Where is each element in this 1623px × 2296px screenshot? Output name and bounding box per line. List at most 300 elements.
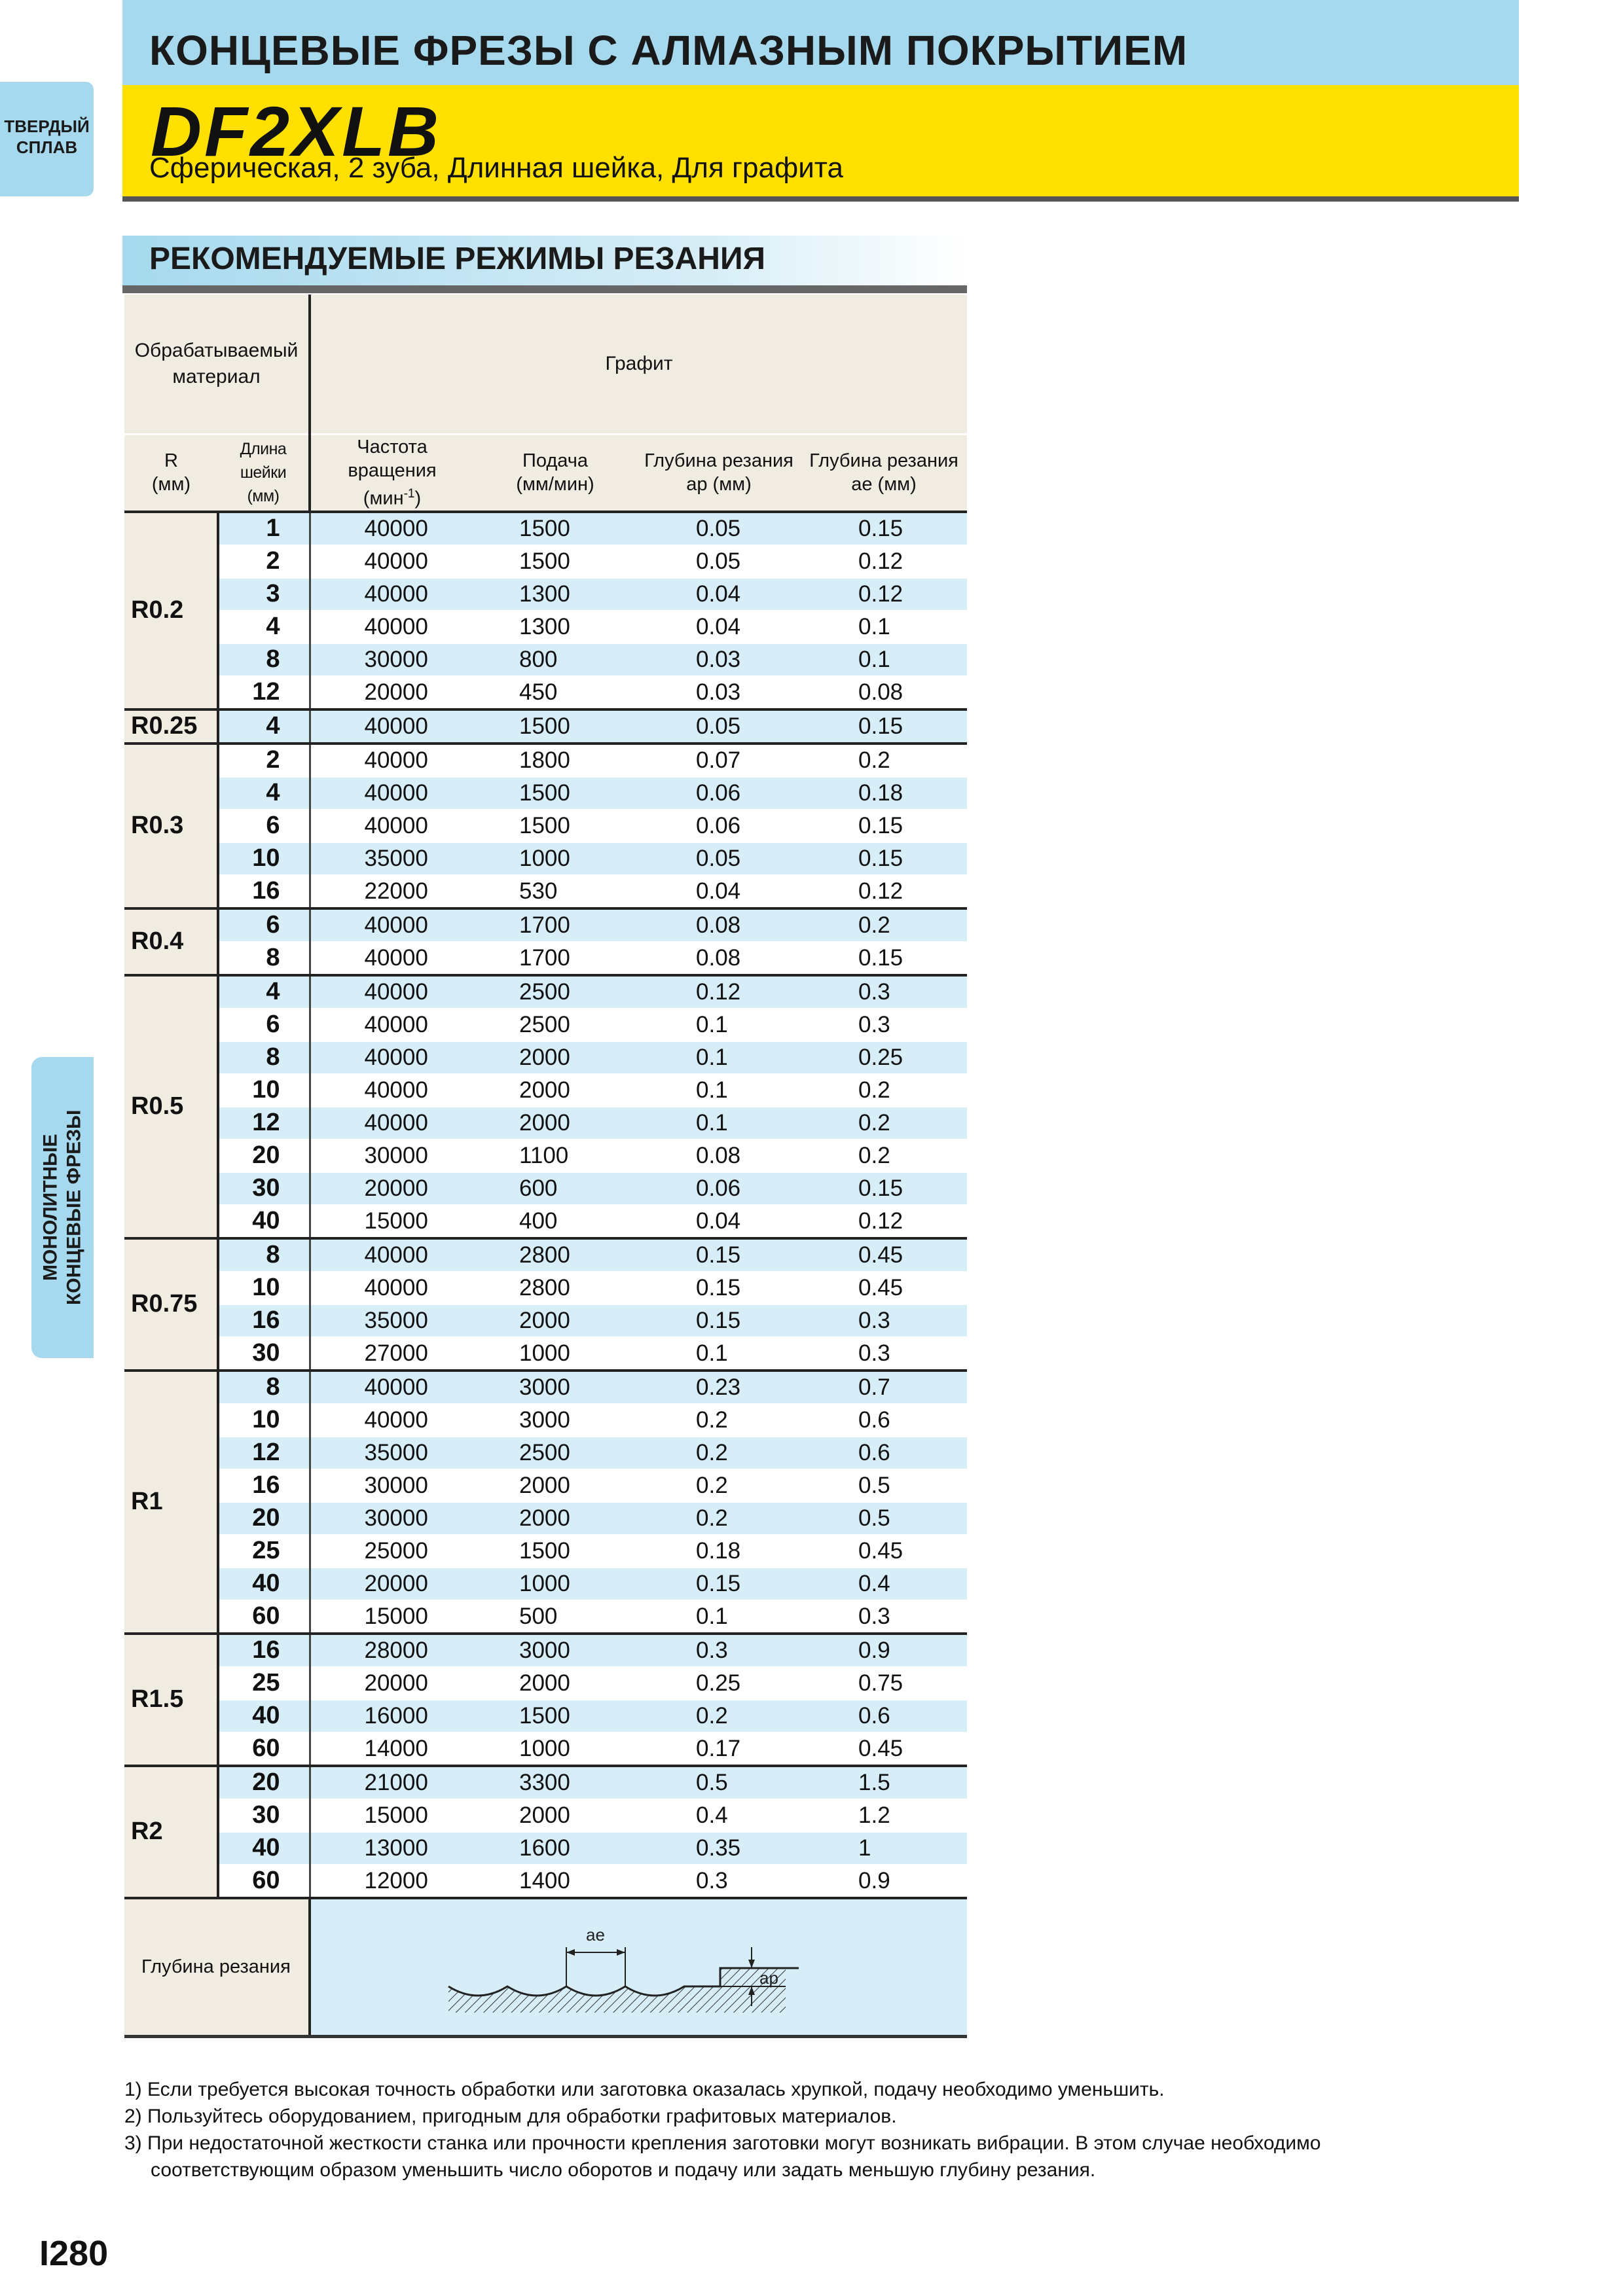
ap-cell: 0.05	[637, 545, 801, 578]
feed-cell: 3300	[473, 1766, 637, 1799]
ae-cell: 1.5	[801, 1766, 967, 1799]
rpm-cell: 40000	[310, 1371, 473, 1404]
ae-cell: 0.2	[801, 1107, 967, 1139]
feed-cell: 1700	[473, 942, 637, 975]
ae-cell: 0.25	[801, 1041, 967, 1074]
footnote-2: 2) Пользуйтесь оборудованием, пригодным для обработки графитовых материалов.	[124, 2106, 897, 2127]
table-row	[124, 942, 967, 975]
table-row	[124, 643, 967, 676]
cutting-conditions-table	[124, 295, 967, 2038]
feed-cell: 2000	[473, 1304, 637, 1337]
ae-cell: 0.6	[801, 1404, 967, 1437]
ae-cell: 0.1	[801, 611, 967, 643]
col-header-neck	[218, 435, 310, 512]
rpm-cell: 20000	[310, 676, 473, 709]
feed-cell: 1000	[473, 1568, 637, 1600]
section-divider	[122, 285, 967, 293]
feed-cell: 530	[473, 875, 637, 908]
neck-length-cell: 8	[218, 1238, 310, 1272]
ap-cell: 0.05	[637, 709, 801, 744]
ae-cell: 0.15	[801, 810, 967, 842]
ae-cell: 0.15	[801, 709, 967, 744]
side-tab-solid-endmills[interactable]	[31, 1057, 94, 1358]
ap-cell: 0.08	[637, 942, 801, 975]
neck-length-cell: 8	[218, 643, 310, 676]
ap-cell: 0.2	[637, 1502, 801, 1535]
neck-length-cell: 3	[218, 578, 310, 611]
ae-cell: 0.12	[801, 578, 967, 611]
neck-length-cell: 4	[218, 975, 310, 1009]
feed-cell: 500	[473, 1600, 637, 1634]
col-header-ap-line2: ap (мм)	[686, 474, 752, 495]
feed-cell: 1600	[473, 1832, 637, 1865]
ap-cell: 0.18	[637, 1535, 801, 1568]
side-tab-carbide[interactable]	[0, 82, 94, 196]
radius-cell: R1	[124, 1371, 218, 1634]
material-value: Графит	[310, 295, 967, 435]
ae-arrow-left	[566, 1949, 575, 1956]
col-header-ae	[801, 435, 967, 512]
ap-cell: 0.17	[637, 1732, 801, 1766]
neck-length-cell: 40	[218, 1205, 310, 1238]
radius-cell: R2	[124, 1766, 218, 1898]
col-header-r-line2: (мм)	[151, 474, 191, 495]
rpm-cell: 40000	[310, 512, 473, 545]
rpm-cell: 40000	[310, 578, 473, 611]
radius-cell: R0.4	[124, 908, 218, 975]
feed-cell: 2000	[473, 1074, 637, 1107]
neck-length-cell: 20	[218, 1502, 310, 1535]
neck-length-cell: 25	[218, 1535, 310, 1568]
table-row	[124, 1404, 967, 1437]
feed-cell: 2000	[473, 1041, 637, 1074]
neck-length-cell: 8	[218, 1371, 310, 1404]
ae-cell: 0.3	[801, 1337, 967, 1371]
ap-cell: 0.3	[637, 1865, 801, 1898]
ap-cell: 0.2	[637, 1700, 801, 1732]
ap-arrow-top	[748, 1960, 755, 1968]
table-row	[124, 777, 967, 810]
ap-cell: 0.5	[637, 1766, 801, 1799]
ae-cell: 0.12	[801, 1205, 967, 1238]
rpm-cell: 20000	[310, 1568, 473, 1600]
col-header-rpm-line1: Частота вращения	[348, 437, 437, 481]
rpm-cell: 20000	[310, 1667, 473, 1700]
ap-label: ap	[759, 1968, 778, 1988]
ae-cell: 0.2	[801, 908, 967, 942]
neck-length-cell: 16	[218, 1469, 310, 1502]
table-row	[124, 1172, 967, 1205]
page-title: КОНЦЕВЫЕ ФРЕЗЫ С АЛМАЗНЫМ ПОКРЫТИЕМ	[149, 27, 1188, 74]
feed-cell: 1500	[473, 1535, 637, 1568]
neck-length-cell: 60	[218, 1732, 310, 1766]
ae-cell: 0.5	[801, 1469, 967, 1502]
ap-cell: 0.2	[637, 1404, 801, 1437]
rpm-cell: 13000	[310, 1832, 473, 1865]
rpm-cell: 30000	[310, 1139, 473, 1172]
rpm-cell: 14000	[310, 1732, 473, 1766]
rpm-cell: 25000	[310, 1535, 473, 1568]
rpm-cell: 28000	[310, 1634, 473, 1667]
table-row	[124, 1732, 967, 1766]
feed-cell: 2500	[473, 1437, 637, 1469]
ae-cell: 0.6	[801, 1437, 967, 1469]
neck-length-cell: 12	[218, 676, 310, 709]
table-row	[124, 1139, 967, 1172]
feed-cell: 600	[473, 1172, 637, 1205]
feed-cell: 1500	[473, 810, 637, 842]
ap-cell: 0.15	[637, 1238, 801, 1272]
rpm-cell: 40000	[310, 1107, 473, 1139]
neck-length-cell: 16	[218, 1634, 310, 1667]
rpm-cell: 27000	[310, 1337, 473, 1371]
rpm-cell: 40000	[310, 1074, 473, 1107]
col-header-feed-line1: Подача	[522, 450, 588, 472]
footnote-1: 1) Если требуется высокая точность обработки или заготовка оказалась хрупкой, подачу необходимо уменьшить.	[124, 2079, 1165, 2100]
feed-cell: 450	[473, 676, 637, 709]
neck-length-cell: 20	[218, 1139, 310, 1172]
side-tab-carbide-line1: ТВЕРДЫЙ	[4, 117, 90, 136]
ap-cell: 0.35	[637, 1832, 801, 1865]
ap-cell: 0.1	[637, 1337, 801, 1371]
rpm-cell: 40000	[310, 611, 473, 643]
table-row	[124, 578, 967, 611]
ap-cell: 0.04	[637, 611, 801, 643]
feed-cell: 2000	[473, 1107, 637, 1139]
ap-cell: 0.15	[637, 1272, 801, 1304]
neck-length-cell: 4	[218, 709, 310, 744]
rpm-cell: 40000	[310, 1404, 473, 1437]
neck-length-cell: 10	[218, 1074, 310, 1107]
feed-cell: 1500	[473, 545, 637, 578]
rpm-cell: 35000	[310, 1304, 473, 1337]
col-header-ae-line2: ae (мм)	[851, 474, 917, 495]
ae-cell: 0.12	[801, 545, 967, 578]
table-row	[124, 1832, 967, 1865]
radius-cell: R0.75	[124, 1238, 218, 1371]
ap-cell: 0.2	[637, 1437, 801, 1469]
feed-cell: 3000	[473, 1634, 637, 1667]
neck-length-cell: 10	[218, 842, 310, 875]
col-header-r-line1: R	[164, 450, 178, 472]
ap-cell: 0.04	[637, 875, 801, 908]
ae-cell: 0.5	[801, 1502, 967, 1535]
table-row	[124, 1272, 967, 1304]
neck-length-cell: 4	[218, 777, 310, 810]
ae-arrow-right	[617, 1949, 625, 1956]
ae-cell: 0.2	[801, 1074, 967, 1107]
rpm-cell: 40000	[310, 777, 473, 810]
rpm-cell: 40000	[310, 1238, 473, 1272]
rpm-cell: 30000	[310, 1469, 473, 1502]
ae-cell: 0.08	[801, 676, 967, 709]
radius-cell: R0.25	[124, 709, 218, 744]
neck-length-cell: 30	[218, 1799, 310, 1832]
ae-cell: 0.6	[801, 1700, 967, 1732]
col-header-rpm	[310, 435, 473, 512]
table-row	[124, 709, 967, 744]
table-row	[124, 611, 967, 643]
table-row	[124, 1238, 967, 1272]
table-row	[124, 1535, 967, 1568]
col-header-feed	[473, 435, 637, 512]
neck-length-cell: 10	[218, 1272, 310, 1304]
neck-length-cell: 60	[218, 1865, 310, 1898]
table-row	[124, 810, 967, 842]
feed-cell: 2800	[473, 1238, 637, 1272]
ap-cell: 0.1	[637, 1041, 801, 1074]
col-header-ap-line1: Глубина резания	[644, 450, 793, 472]
material-header-row	[124, 295, 967, 435]
neck-length-cell: 16	[218, 1304, 310, 1337]
footnote-3: 3) При недостаточной жесткости станка или прочности крепления заготовки могут возникать вибрации. В этом случае необходимо	[124, 2132, 1321, 2154]
ae-cell: 0.3	[801, 1600, 967, 1634]
neck-length-cell: 40	[218, 1568, 310, 1600]
neck-length-cell: 12	[218, 1107, 310, 1139]
table-row	[124, 1041, 967, 1074]
table-row	[124, 1568, 967, 1600]
neck-length-cell: 30	[218, 1337, 310, 1371]
ap-cell: 0.1	[637, 1107, 801, 1139]
ap-cell: 0.07	[637, 744, 801, 777]
feed-cell: 1000	[473, 1732, 637, 1766]
ap-cell: 0.06	[637, 810, 801, 842]
rpm-cell: 35000	[310, 842, 473, 875]
ae-cell: 0.15	[801, 512, 967, 545]
col-header-neck-line1: Длина шейки	[240, 440, 287, 482]
feed-cell: 3000	[473, 1371, 637, 1404]
neck-length-cell: 4	[218, 611, 310, 643]
ap-cell: 0.05	[637, 512, 801, 545]
ae-cell: 0.4	[801, 1568, 967, 1600]
ae-cell: 0.7	[801, 1371, 967, 1404]
col-header-r	[124, 435, 218, 512]
table-row	[124, 1304, 967, 1337]
neck-length-cell: 6	[218, 908, 310, 942]
feed-cell: 800	[473, 643, 637, 676]
ae-cell: 0.45	[801, 1535, 967, 1568]
ap-cell: 0.1	[637, 1600, 801, 1634]
feed-cell: 2000	[473, 1502, 637, 1535]
rpm-cell: 12000	[310, 1865, 473, 1898]
rpm-cell: 20000	[310, 1172, 473, 1205]
col-header-ap	[637, 435, 801, 512]
table-row	[124, 875, 967, 908]
feed-cell: 2000	[473, 1799, 637, 1832]
rpm-cell: 40000	[310, 1041, 473, 1074]
ap-cell: 0.23	[637, 1371, 801, 1404]
neck-length-cell: 8	[218, 942, 310, 975]
table-row	[124, 1437, 967, 1469]
ae-cell: 0.18	[801, 777, 967, 810]
rpm-cell: 40000	[310, 545, 473, 578]
col-header-rpm-line2	[311, 482, 473, 511]
table-row	[124, 1634, 967, 1667]
rpm-cell: 40000	[310, 975, 473, 1009]
ae-cell: 1.2	[801, 1799, 967, 1832]
ae-cell: 0.15	[801, 1172, 967, 1205]
ap-cell: 0.04	[637, 578, 801, 611]
material-header-cell	[124, 295, 310, 435]
ae-cell: 0.3	[801, 1009, 967, 1041]
depth-of-cut-diagram	[445, 1921, 812, 2019]
table-row	[124, 1700, 967, 1732]
page-number: I280	[39, 2234, 109, 2273]
neck-length-cell: 8	[218, 1041, 310, 1074]
table-row	[124, 512, 967, 545]
table-row	[124, 1667, 967, 1700]
radius-cell: R1.5	[124, 1634, 218, 1766]
rpm-cell: 15000	[310, 1205, 473, 1238]
ap-cell: 0.12	[637, 975, 801, 1009]
footnotes	[124, 2076, 1525, 2183]
rpm-cell: 40000	[310, 908, 473, 942]
ap-cell: 0.3	[637, 1634, 801, 1667]
ae-cell: 0.2	[801, 1139, 967, 1172]
ap-cell: 0.4	[637, 1799, 801, 1832]
ae-label: ae	[586, 1925, 605, 1945]
table-row	[124, 1502, 967, 1535]
col-header-ae-line1: Глубина резания	[809, 450, 958, 472]
col-header-rpm-unit: (мин	[363, 488, 404, 509]
rpm-cell: 21000	[310, 1766, 473, 1799]
feed-cell: 1400	[473, 1865, 637, 1898]
ap-cell: 0.2	[637, 1469, 801, 1502]
feed-cell: 1500	[473, 512, 637, 545]
ap-cell: 0.08	[637, 908, 801, 942]
feed-cell: 1500	[473, 709, 637, 744]
ap-cell: 0.08	[637, 1139, 801, 1172]
neck-length-cell: 16	[218, 875, 310, 908]
rpm-cell: 35000	[310, 1437, 473, 1469]
feed-cell: 1500	[473, 1700, 637, 1732]
col-header-feed-line2: (мм/мин)	[516, 474, 594, 495]
feed-cell: 1500	[473, 777, 637, 810]
ap-cell: 0.1	[637, 1074, 801, 1107]
table-row	[124, 545, 967, 578]
neck-length-cell: 40	[218, 1832, 310, 1865]
ae-cell: 0.45	[801, 1238, 967, 1272]
table-row	[124, 1074, 967, 1107]
section-title: РЕКОМЕНДУЕМЫЕ РЕЖИМЫ РЕЗАНИЯ	[149, 242, 765, 276]
table-row	[124, 1600, 967, 1634]
feed-cell: 2000	[473, 1667, 637, 1700]
table-row	[124, 1009, 967, 1041]
ae-cell: 0.3	[801, 975, 967, 1009]
feed-cell: 1000	[473, 1337, 637, 1371]
model-subtitle: Сферическая, 2 зуба, Длинная шейка, Для графита	[149, 152, 843, 184]
table-row	[124, 1865, 967, 1898]
neck-length-cell: 30	[218, 1172, 310, 1205]
neck-length-cell: 6	[218, 1009, 310, 1041]
feed-cell: 2500	[473, 1009, 637, 1041]
neck-length-cell: 25	[218, 1667, 310, 1700]
ae-cell: 1	[801, 1832, 967, 1865]
table-row	[124, 1371, 967, 1404]
neck-length-cell: 2	[218, 744, 310, 777]
rpm-cell: 40000	[310, 942, 473, 975]
ap-cell: 0.15	[637, 1304, 801, 1337]
column-header-row	[124, 435, 967, 512]
model-name: DF2XLB	[151, 92, 442, 171]
ap-cell: 0.05	[637, 842, 801, 875]
rpm-cell: 40000	[310, 1009, 473, 1041]
neck-length-cell: 6	[218, 810, 310, 842]
ae-cell: 0.15	[801, 842, 967, 875]
neck-length-cell: 40	[218, 1700, 310, 1732]
side-tab-solid-line1: МОНОЛИТНЫЕ	[39, 1134, 62, 1282]
rpm-cell: 30000	[310, 1502, 473, 1535]
feed-cell: 1700	[473, 908, 637, 942]
ap-cell: 0.03	[637, 643, 801, 676]
feed-cell: 2500	[473, 975, 637, 1009]
neck-length-cell: 10	[218, 1404, 310, 1437]
ae-cell: 0.2	[801, 744, 967, 777]
neck-length-cell: 20	[218, 1766, 310, 1799]
ap-cell: 0.25	[637, 1667, 801, 1700]
neck-length-cell: 2	[218, 545, 310, 578]
table-row	[124, 1469, 967, 1502]
feed-cell: 1100	[473, 1139, 637, 1172]
feed-cell: 1800	[473, 744, 637, 777]
rpm-cell: 40000	[310, 744, 473, 777]
side-tab-solid-line2: КОНЦЕВЫЕ ФРЕЗЫ	[63, 1109, 85, 1306]
table-row	[124, 744, 967, 777]
footnote-3-continued: соответствующим образом уменьшить число оборотов и подачу или задать меньшую глубину резания.	[151, 2159, 1096, 2181]
depth-label: Глубина резания	[124, 1898, 310, 2037]
feed-cell: 2000	[473, 1469, 637, 1502]
col-header-rpm-close: )	[414, 488, 422, 509]
rpm-cell: 22000	[310, 875, 473, 908]
table-row	[124, 908, 967, 942]
feed-cell: 1300	[473, 578, 637, 611]
neck-length-cell: 12	[218, 1437, 310, 1469]
ap-cell: 0.04	[637, 1205, 801, 1238]
col-header-rpm-sup: -1	[403, 487, 415, 501]
ae-cell: 0.75	[801, 1667, 967, 1700]
table-row	[124, 1337, 967, 1371]
side-tab-carbide-line2: СПЛАВ	[16, 137, 78, 157]
rpm-cell: 40000	[310, 1272, 473, 1304]
ae-cell: 0.9	[801, 1865, 967, 1898]
rpm-cell: 15000	[310, 1600, 473, 1634]
radius-cell: R0.5	[124, 975, 218, 1238]
ae-cell: 0.45	[801, 1272, 967, 1304]
radius-cell: R0.2	[124, 512, 218, 709]
feed-cell: 1300	[473, 611, 637, 643]
ae-cell: 0.1	[801, 643, 967, 676]
table-row	[124, 1107, 967, 1139]
ap-cell: 0.03	[637, 676, 801, 709]
neck-length-cell: 1	[218, 512, 310, 545]
ae-cell: 0.9	[801, 1634, 967, 1667]
ap-cell: 0.1	[637, 1009, 801, 1041]
table-row	[124, 975, 967, 1009]
rpm-cell: 16000	[310, 1700, 473, 1732]
table-row	[124, 1766, 967, 1799]
rpm-cell: 40000	[310, 709, 473, 744]
feed-cell: 2800	[473, 1272, 637, 1304]
material-label-line1: Обрабатываемый	[134, 340, 299, 361]
rpm-cell: 30000	[310, 643, 473, 676]
col-header-neck-line2: (мм)	[247, 487, 280, 506]
radius-cell: R0.3	[124, 744, 218, 908]
rpm-cell: 15000	[310, 1799, 473, 1832]
ae-cell: 0.45	[801, 1732, 967, 1766]
table-row	[124, 1205, 967, 1238]
feed-cell: 1000	[473, 842, 637, 875]
ae-cell: 0.3	[801, 1304, 967, 1337]
